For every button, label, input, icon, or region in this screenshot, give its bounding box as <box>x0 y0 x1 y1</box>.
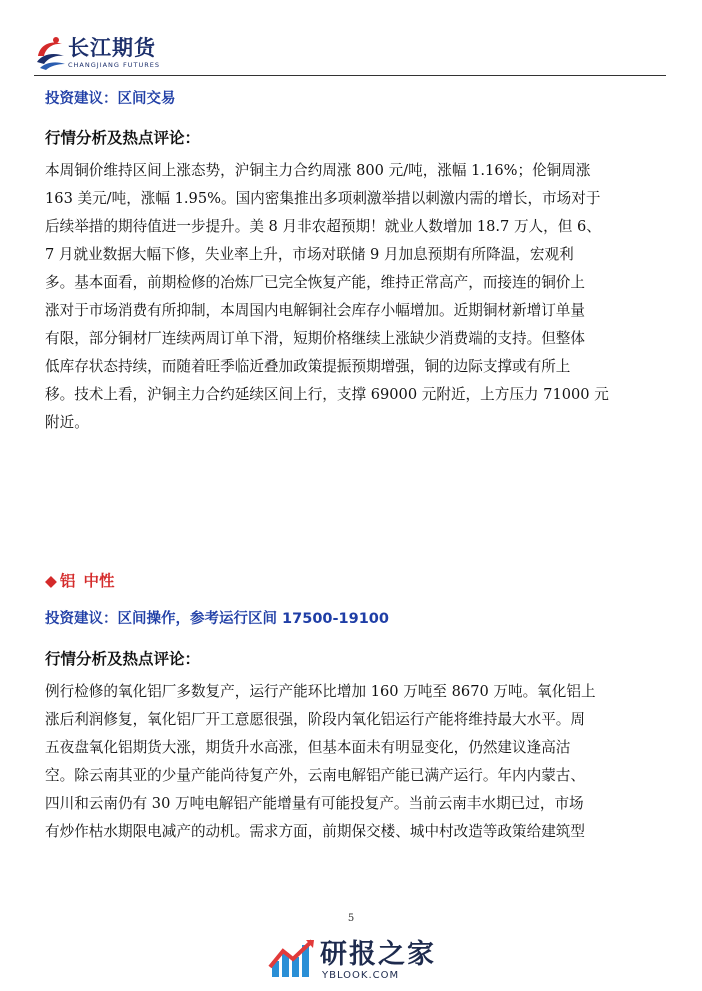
text-line: 有限，部分铜材厂连续两周订单下滑，短期价格继续上涨缺少消费端的支持。但整体 <box>45 330 585 347</box>
page-number: 5 <box>347 913 355 924</box>
text-line: 有炒作枯水期限电减产的动机。需求方面，前期保交楼、城中村改造等政策给建筑型 <box>45 823 585 840</box>
copper-investment-advice: 投资建议：区间交易 <box>45 91 176 107</box>
text-line: 附近。 <box>45 414 89 431</box>
aluminum-analysis-heading: 行情分析及热点评论： <box>45 650 201 668</box>
aluminum-investment-advice: 投资建议：区间操作，参考运行区间 17500-19100 <box>45 611 389 627</box>
text-line: 163 美元/吨，涨幅 1.95%。国内密集推出多项刺激举措以刺激内需的增长，市场对于 <box>45 190 601 207</box>
text-line: 涨后利润修复，氧化铝厂开工意愿很强，阶段内氧化铝运行产能将维持最大水平。周 <box>45 711 585 728</box>
header-divider <box>34 75 666 76</box>
header <box>34 34 666 76</box>
aluminum-section-title <box>45 569 114 591</box>
diamond-bullet-icon: ◆ <box>45 572 57 590</box>
text-line: 空。除云南其亚的少量产能尚待复产外，云南电解铝产能已满产运行。年内内蒙古、 <box>45 767 585 784</box>
brand-name-cn: 长江期货 <box>68 36 156 60</box>
copper-analysis-heading: 行情分析及热点评论： <box>45 129 201 147</box>
text-line: 涨对于市场消费有所抑制，本周国内电解铜社会库存小幅增加。近期铜材新增订单量 <box>45 302 585 319</box>
watermark-text-en: YBLOOK.COM <box>322 970 400 981</box>
text-line: 7 月就业数据大幅下修，失业率上升，市场对联储 9 月加息预期有所降温，宏观利 <box>45 246 574 263</box>
text-line: 例行检修的氧化铝厂多数复产，运行产能环比增加 160 万吨至 8670 万吨。氧化铝上 <box>45 683 596 700</box>
text-line: 后续举措的期待值进一步提升。美 8 月非农超预期！就业人数增加 18.7 万人，但 6、 <box>45 218 601 235</box>
text-line: 本周铜价维持区间上涨态势，沪铜主力合约周涨 800 元/吨，涨幅 1.16%；伦铜周涨 <box>45 162 591 179</box>
watermark-text-cn: 研报之家 <box>320 939 436 970</box>
changjiang-logo-icon <box>34 34 68 72</box>
text-line: 多。基本面看，前期检修的冶炼厂已完全恢复产能，维持正常高产，而接连的铜价上 <box>45 274 585 291</box>
text-line: 五夜盘氧化铝期货大涨，期货升水高涨，但基本面未有明显变化，仍然建议逢高沽 <box>45 739 571 756</box>
text-line: 移。技术上看，沪铜主力合约延续区间上行，支撑 69000 元附近，上方压力 71000 元 <box>45 386 609 403</box>
copper-analysis-paragraph <box>45 157 657 437</box>
brand-name-en: CHANGJIANG FUTURES <box>68 61 160 69</box>
commodity-name: 铝 <box>59 572 76 590</box>
text-line: 四川和云南仍有 30 万吨电解铝产能增量有可能投复产。当前云南丰水期已过，市场 <box>45 795 584 812</box>
text-line: 低库存状态持续，而随着旺季临近叠加政策提振预期增强，铜的边际支撑或有所上 <box>45 358 571 375</box>
bar-chart-logo-icon <box>268 937 316 981</box>
aluminum-analysis-paragraph <box>45 678 657 846</box>
watermark <box>268 937 458 983</box>
rating-label: 中性 <box>83 572 115 590</box>
